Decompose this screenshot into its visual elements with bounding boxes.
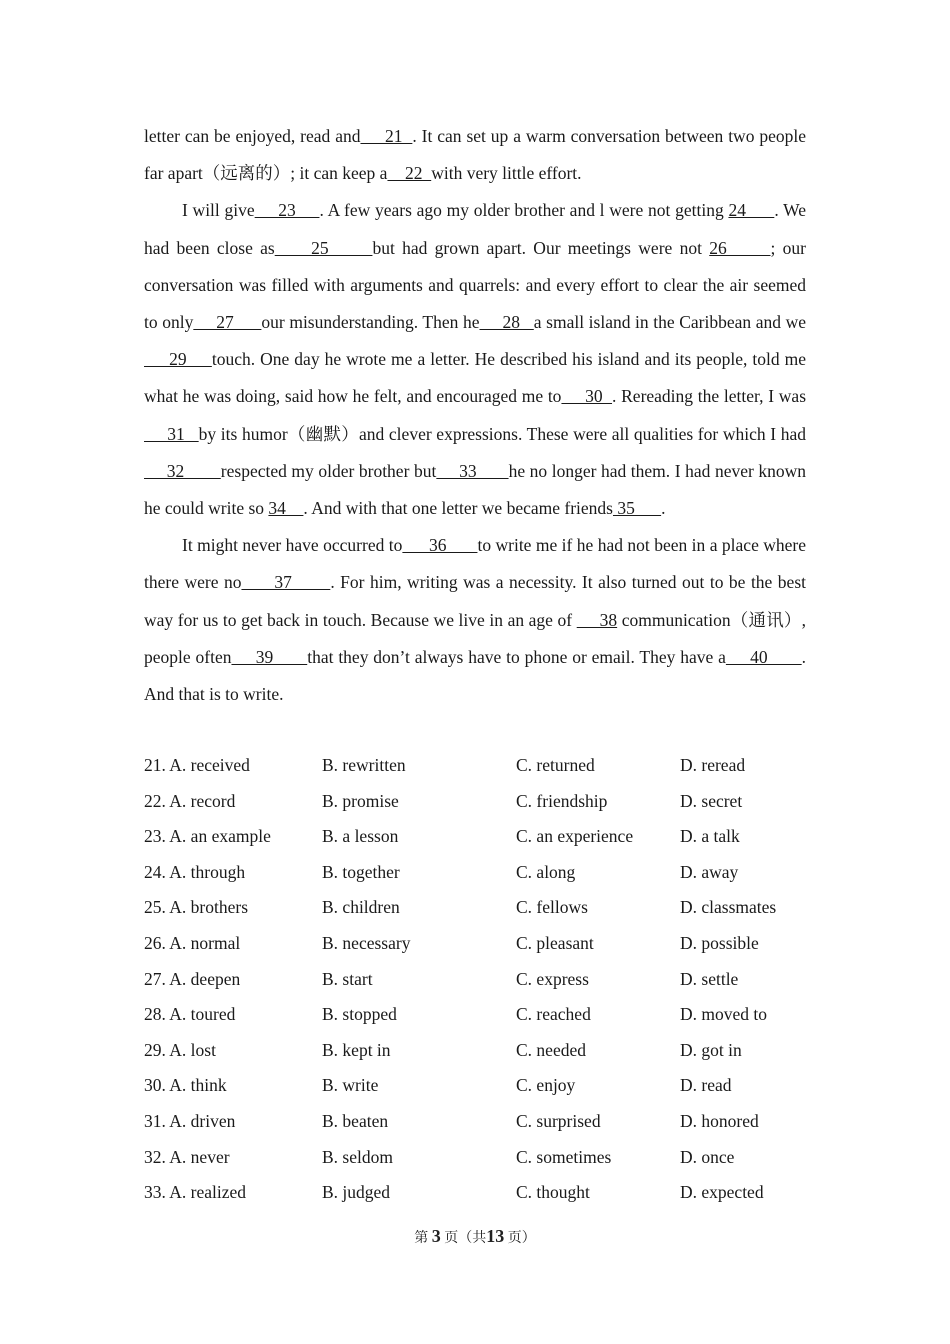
option-d: D. away bbox=[680, 861, 739, 882]
option-row bbox=[144, 1068, 824, 1104]
page-number: 3 bbox=[431, 1226, 441, 1246]
option-a: 22. A. record bbox=[144, 790, 236, 811]
paragraph-2 bbox=[144, 192, 806, 527]
option-c: C. express bbox=[516, 968, 589, 989]
option-a: 29. A. lost bbox=[144, 1039, 216, 1060]
option-row bbox=[144, 926, 824, 962]
option-b: B. write bbox=[322, 1075, 379, 1096]
option-b: B. necessary bbox=[322, 932, 411, 953]
option-a: 31. A. driven bbox=[144, 1110, 236, 1131]
text: respected my older brother but bbox=[220, 460, 437, 481]
text: to write me if he had not been in a place where there were no bbox=[144, 535, 807, 593]
option-c: C. along bbox=[516, 861, 576, 882]
option-d: D. read bbox=[680, 1075, 732, 1096]
text: . Rereading the letter, I was bbox=[612, 386, 807, 407]
page-total: 13 bbox=[486, 1226, 505, 1246]
option-c: C. friendship bbox=[516, 790, 608, 811]
option-c: C. reached bbox=[516, 1004, 591, 1025]
option-b: B. promise bbox=[322, 790, 399, 811]
text: It might never have occurred to bbox=[182, 535, 403, 556]
text: . It can set up a warm conversation between two people far apart（远离的）; it can keep a bbox=[144, 126, 807, 184]
blank-33: 33 bbox=[436, 460, 509, 481]
option-d: D. classmates bbox=[680, 897, 777, 918]
option-row bbox=[144, 962, 824, 998]
blank-27: 27 bbox=[193, 312, 262, 333]
option-d: D. a talk bbox=[680, 826, 740, 847]
page-footer bbox=[0, 1226, 950, 1247]
option-row bbox=[144, 819, 824, 855]
option-b: B. judged bbox=[322, 1182, 391, 1203]
option-row bbox=[144, 1104, 824, 1140]
option-d: D. possible bbox=[680, 932, 759, 953]
text: letter can be enjoyed, read and bbox=[144, 126, 361, 146]
blank-32: 32 bbox=[144, 460, 221, 481]
blank-39: 39 bbox=[231, 646, 308, 667]
option-b: B. kept in bbox=[322, 1039, 391, 1060]
text: a small island in the Caribbean and we bbox=[533, 312, 807, 333]
option-b: B. seldom bbox=[322, 1146, 393, 1167]
option-c: C. thought bbox=[516, 1182, 590, 1203]
option-a: 30. A. think bbox=[144, 1075, 227, 1096]
blank-29: 29 bbox=[144, 349, 212, 370]
text: I will give bbox=[182, 200, 255, 221]
option-a: 21. A. received bbox=[144, 755, 250, 775]
option-c: C. sometimes bbox=[516, 1146, 612, 1167]
blank-36: 36 bbox=[402, 535, 478, 556]
footer-suffix: 页） bbox=[507, 1231, 536, 1246]
text: . And with that one letter we became friends bbox=[303, 498, 613, 519]
blank-22: 22 bbox=[387, 163, 432, 184]
blank-37: 37 bbox=[241, 572, 331, 593]
option-row bbox=[144, 1175, 824, 1211]
option-row bbox=[144, 855, 824, 891]
option-c: C. fellows bbox=[516, 897, 588, 918]
option-d: D. secret bbox=[680, 790, 743, 811]
blank-31: 31 bbox=[144, 423, 199, 444]
cloze-passage bbox=[144, 118, 806, 713]
text: that they don’t always have to phone or email. They have a bbox=[307, 646, 726, 667]
option-row bbox=[144, 1033, 824, 1069]
blank-35: 35 bbox=[612, 498, 662, 519]
option-a: 28. A. toured bbox=[144, 1004, 236, 1025]
option-b: B. stopped bbox=[322, 1004, 397, 1025]
paragraph-3 bbox=[144, 527, 806, 713]
text: ; our conversation was filled with arguments and quarrels: and every effort to clear the air seemed to only bbox=[144, 237, 806, 333]
text: he no longer had them. I had never known he could write so bbox=[144, 460, 806, 519]
text: with very little effort. bbox=[431, 163, 582, 184]
option-row bbox=[144, 748, 824, 784]
option-row bbox=[144, 1140, 824, 1176]
text: our misunderstanding. Then he bbox=[261, 312, 480, 333]
option-d: D. moved to bbox=[680, 1004, 768, 1025]
blank-23: 23 bbox=[254, 200, 320, 221]
option-a: 33. A. realized bbox=[144, 1182, 247, 1203]
option-c: C. needed bbox=[516, 1039, 586, 1060]
blank-38: 38 bbox=[576, 609, 618, 630]
text: . For him, writing was a necessity. It also turned out to be the best way for us to get back in touch. Because we live in an age of bbox=[144, 572, 806, 630]
blank-28: 28 bbox=[479, 312, 534, 333]
text: . And that is to write. bbox=[144, 646, 807, 705]
option-a: 25. A. brothers bbox=[144, 897, 249, 918]
option-a: 26. A. normal bbox=[144, 932, 241, 953]
option-d: D. reread bbox=[680, 755, 746, 775]
option-b: B. together bbox=[322, 861, 400, 882]
text: but had grown apart. Our meetings were not bbox=[372, 237, 710, 258]
blank-40: 40 bbox=[725, 646, 802, 667]
text: . A few years ago my older brother and l were not getting bbox=[319, 200, 729, 221]
text: touch. One day he wrote me a letter. He described his island and its people, told me what he was doing, said how he felt, and encouraged me to bbox=[144, 349, 806, 407]
option-b: B. a lesson bbox=[322, 826, 399, 847]
option-b: B. beaten bbox=[322, 1110, 389, 1131]
text: . bbox=[661, 498, 666, 519]
option-row bbox=[144, 890, 824, 926]
blank-25: 25 bbox=[274, 237, 373, 258]
option-c: C. surprised bbox=[516, 1110, 601, 1131]
option-b: B. rewritten bbox=[322, 755, 406, 775]
footer-mid: 页（共 bbox=[444, 1231, 487, 1246]
option-d: D. expected bbox=[680, 1182, 764, 1203]
blank-26: 26 bbox=[709, 237, 771, 258]
text: by its humor（幽默）and clever expressions. These were all qualities for which I had bbox=[198, 423, 806, 444]
option-c: C. enjoy bbox=[516, 1075, 576, 1096]
footer-prefix: 第 bbox=[414, 1231, 429, 1246]
option-a: 23. A. an example bbox=[144, 826, 271, 847]
blank-30: 30 bbox=[561, 386, 613, 407]
option-c: C. returned bbox=[516, 755, 595, 775]
blank-34: 34 bbox=[268, 498, 304, 519]
text: . We had been close as bbox=[144, 200, 807, 258]
text: communication（通讯）, people often bbox=[144, 609, 806, 667]
option-row bbox=[144, 997, 824, 1033]
blank-21: 21 bbox=[360, 126, 413, 146]
option-b: B. children bbox=[322, 897, 400, 918]
option-d: D. got in bbox=[680, 1039, 742, 1060]
option-a: 24. A. through bbox=[144, 861, 246, 882]
blank-24: 24 bbox=[728, 200, 775, 221]
option-c: C. an experience bbox=[516, 826, 634, 847]
option-a: 27. A. deepen bbox=[144, 968, 241, 989]
option-row bbox=[144, 784, 824, 820]
option-d: D. honored bbox=[680, 1110, 759, 1131]
paragraph-1 bbox=[144, 118, 806, 192]
answer-options bbox=[144, 748, 824, 1211]
option-a: 32. A. never bbox=[144, 1146, 230, 1167]
option-b: B. start bbox=[322, 968, 373, 989]
option-c: C. pleasant bbox=[516, 932, 594, 953]
option-d: D. once bbox=[680, 1146, 735, 1167]
option-d: D. settle bbox=[680, 968, 739, 989]
